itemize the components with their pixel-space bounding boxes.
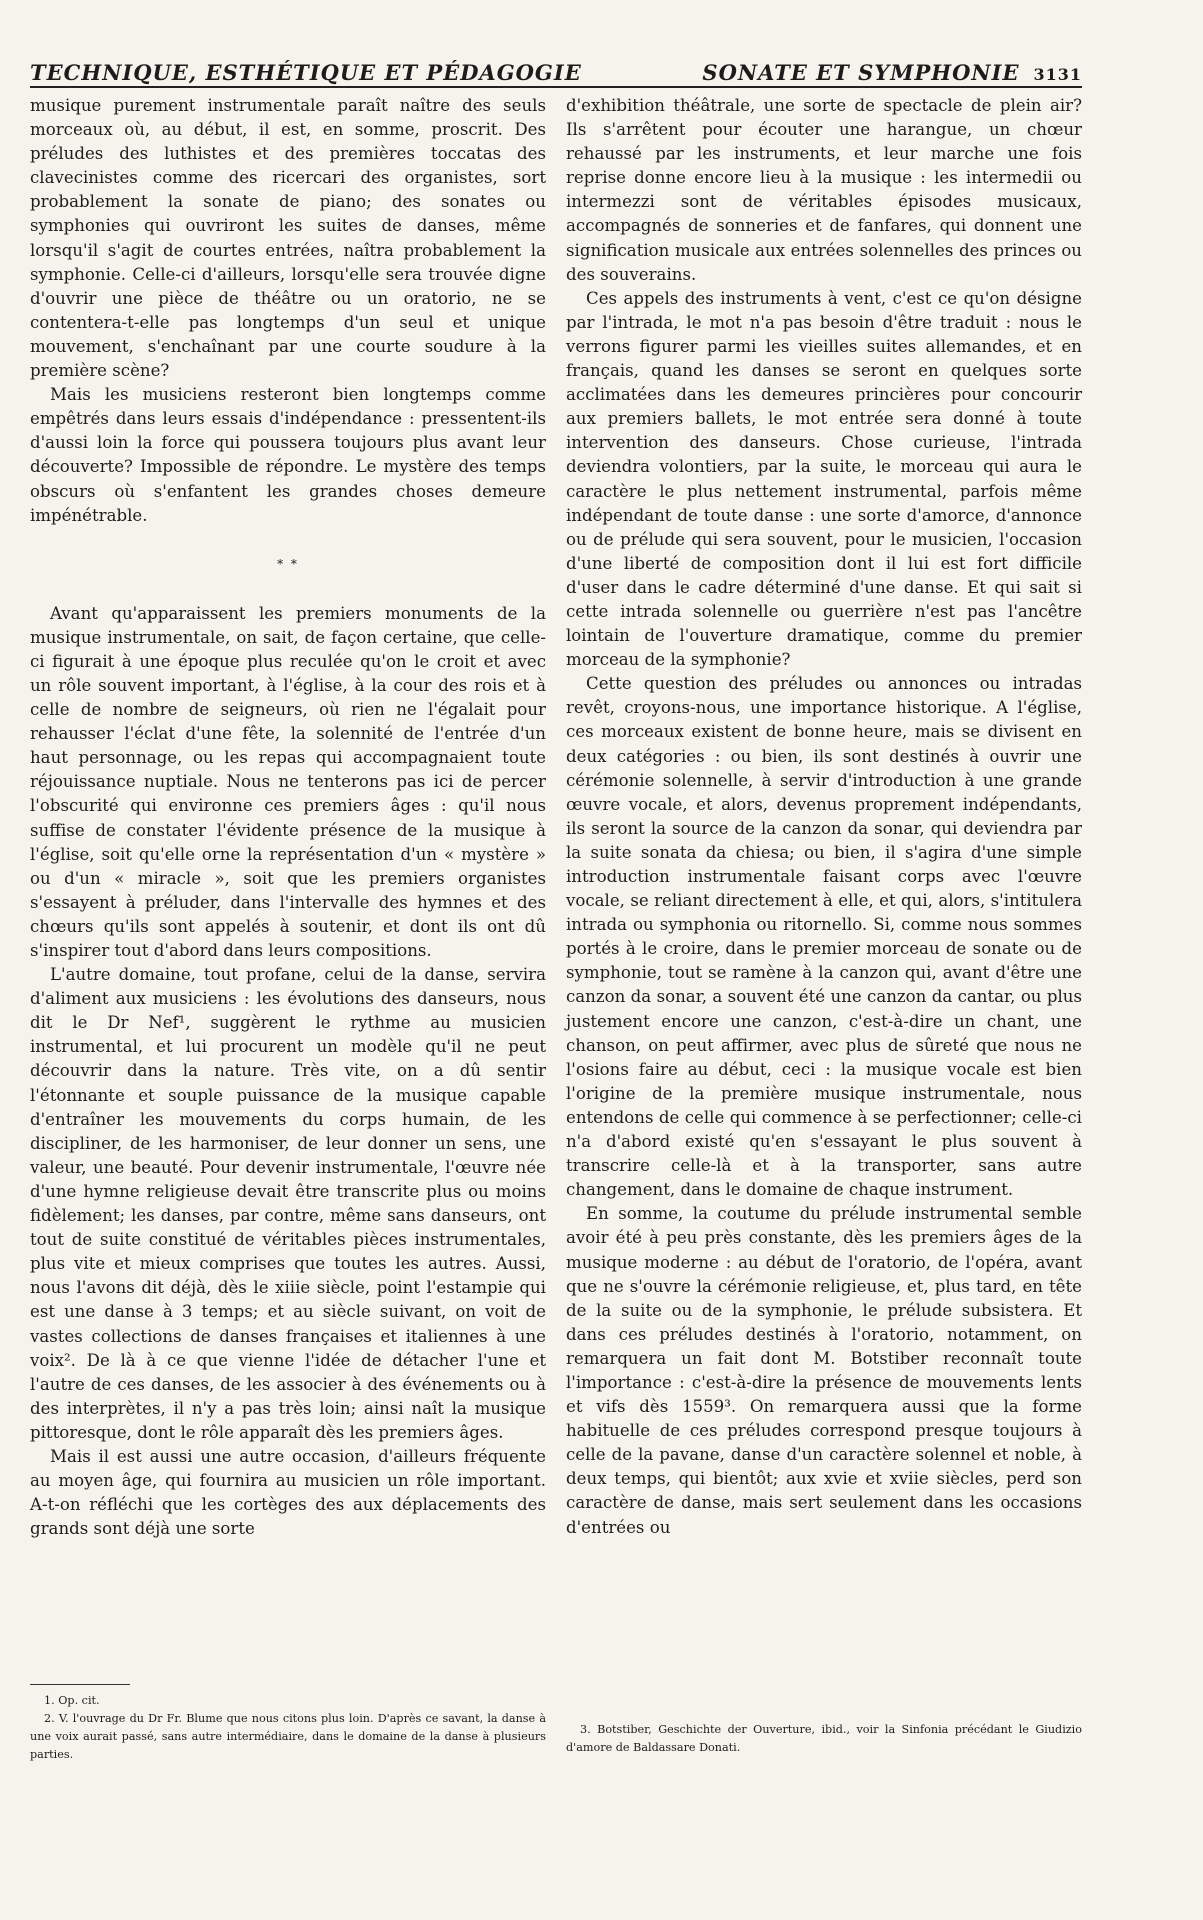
footnote: 3. Botstiber, Geschichte der Ouverture, ibid., voir la Sinfonia précédant le Giudizio d'amore de Baldassare Donati. <box>566 1723 1082 1754</box>
paragraph: d'exhibition théâtrale, une sorte de spectacle de plein air? Ils s'arrêtent pour écouter une harangue, un chœur rehaussé par les instruments, et leur marche une fois reprise donne encore lieu à la musique : les intermedii ou intermezzi sont de véritables épisodes musicaux, accompagnés de sonneries et de fanfares, qui donnent une signification musicale aux entrées solennelles des princes ou des souverains. <box>566 96 1082 284</box>
running-header <box>30 60 1082 86</box>
paragraph: Avant qu'apparaissent les premiers monuments de la musique instrumentale, on sait, de façon certaine, que celle-ci figurait à une époque plus reculée qu'on le croit et avec un rôle souvent important, à l'église, à la cour des rois et à celle de nombre de seigneurs, où rien ne l'égalait pour rehausser l'éclat d'une fête, la solennité de l'entrée d'un haut personnage, ou les repas qui accompagnaient toute réjouissance nuptiale. Nous ne tenterons pas ici de percer l'obscurité qui environne ces premiers âges : qu'il nous suffise de constater l'évidente présence de la musique à l'église, soit qu'elle orne la représentation d'un « mystère » ou d'un « miracle », soit que les premiers organistes s'essayent à préluder, dans l'intervalle des hymnes et des chœurs qu'ils sont appelés à soutenir, et dont ils ont dû s'inspirer tout d'abord dans leurs compositions. <box>30 603 546 960</box>
paragraph: Ces appels des instruments à vent, c'est ce qu'on désigne par l'intrada, le mot n'a pas besoin d'être traduit : nous le verrons figurer parmi les vieilles suites allemandes, et en français, quand les danses se seront en quelques sorte acclimatées dans les demeures princières pour concourir aux premiers ballets, le mot entrée sera donné à toute intervention des danseurs. Chose curieuse, l'intrada deviendra volontiers, par la suite, le morceau qui aura le caractère le plus nettement instrumental, parfois même indépendant de toute danse : une sorte d'amorce, d'annonce ou de prélude qui sera souvent, pour le musicien, l'occasion d'une liberté de composition dont il lui est fort difficile d'user dans le cadre déterminé d'une danse. Et qui sait si cette intrada solennelle ou guerrière n'est pas l'ancêtre lointain de l'ouverture dramatique, comme du premier morceau de la symphonie? <box>566 288 1082 670</box>
right-column <box>566 94 1082 1540</box>
paragraph: L'autre domaine, tout profane, celui de la danse, servira d'aliment aux musiciens : les évolutions des danseurs, nous dit le Dr Nef¹, suggèrent le rythme au musicien instrumental, et lui procurent un modèle qu'il ne peut découvrir dans la nature. Très vite, on a dû sentir l'étonnante et souple puissance de la musique capable d'entraîner les mouvements du corps humain, de les discipliner, de les harmoniser, de leur donner un sens, une valeur, une beauté. Pour devenir instrumentale, l'œuvre née d'une hymne religieuse devait être transcrite plus ou moins fidèlement; les danses, par contre, même sans danseurs, ont tout de suite constitué de véritables pièces instrumentales, plus vite et mieux comprises que toutes les autres. Aussi, nous l'avons dit déjà, dès le xiiie siècle, point l'estampie qui est une danse à 3 temps; et au siècle suivant, on voit de vastes collections de danses françaises et italiennes à une voix². De là à ce que vienne l'idée de détacher l'une et l'autre de ces danses, de les associer à des événements ou à des interprètes, il n'y a pas très loin; ainsi naît la musique pittoresque, dont le rôle apparaît dès les premiers âges. <box>30 965 546 1442</box>
left-column <box>30 94 546 1541</box>
paragraph: Mais les musiciens resteront bien longtemps comme empêtrés dans leurs essais d'indépendance : pressentent-ils d'aussi loin la force qui poussera toujours plus avant leur découverte? Impossible de répondre. Le mystère des temps obscurs où s'enfantent les grandes choses demeure impénétrable. <box>30 385 546 525</box>
header-rule <box>30 86 1082 88</box>
paragraph: Cette question des préludes ou annonces ou intradas revêt, croyons-nous, une importance historique. A l'église, ces morceaux existent de bonne heure, mais se divisent en deux catégories : ou bien, ils sont destinés à ouvrir une cérémonie solennelle, à servir d'introduction à une grande œuvre vocale, et alors, devenus proprement indépendants, ils seront la source de la canzon da sonar, qui deviendra par la suite sonata da chiesa; ou bien, il s'agira d'une simple introduction instrumentale faisant corps avec l'œuvre vocale, se reliant directement à elle, et qui, alors, s'intitulera intrada ou symphonia ou ritornello. Si, comme nous sommes portés à le croire, dans le premier morceau de sonate ou de symphonie, tout se ramène à la canzon qui, avant d'être une canzon da sonar, a souvent été une canzon da cantar, ou plus justement encore une canzon, c'est-à-dire un chant, une chanson, on peut affirmer, avec plus de sûreté que nous ne l'osions faire au début, ceci : la musique vocale est bien l'origine de la première musique instrumentale, nous entendons de celle qui commence à se perfectionner; celle-ci n'a d'abord existé qu'en s'essayant le plus souvent à transcrire celle-là et à la transporter, sans autre changement, dans le domaine de chaque instrument. <box>566 674 1082 1200</box>
paragraph: En somme, la coutume du prélude instrumental semble avoir été à peu près constante, dès les premiers âges de la musique moderne : au début de l'oratorio, de l'opéra, avant que ne s'ouvre la cérémonie religieuse, et, plus tard, en tête de la suite ou de la symphonie, le prélude subsistera. Et dans ces préludes destinés à l'oratorio, notamment, on remarquera un fait dont M. Botstiber reconnaît toute l'importance : c'est-à-dire la présence de mouvements lents et vifs dès 1559³. On remarquera aussi que la forme habituelle de ces préludes correspond presque toujours à celle de la pavane, danse d'un caractère solennel et noble, à deux temps, qui bientôt; aux xvie et xviie siècles, perd son caractère de danse, mais sert seulement dans les occasions d'entrées ou <box>566 1204 1082 1537</box>
paragraph: Mais il est aussi une autre occasion, d'ailleurs fréquente au moyen âge, qui fournira au musicien un rôle important. A-t-on réfléchi que les cortèges des aux déplacements des grands sont déjà une sorte <box>30 1446 546 1539</box>
header-right-title: SONATE ET SYMPHONIE <box>702 60 1020 85</box>
header-left-title: TECHNIQUE, ESTHÉTIQUE ET PÉDAGOGIE <box>30 60 582 85</box>
footnote-rule <box>30 1684 130 1685</box>
page-number: 3131 <box>1033 65 1082 84</box>
header-right <box>702 60 1082 85</box>
section-separator: * * <box>277 556 299 571</box>
footnote: 2. V. l'ouvrage du Dr Fr. Blume que nous citons plus loin. D'après ce savant, la danse à une voix aurait passé, sans autre intermédiaire, dans le domaine de la danse à plusieurs parties. <box>30 1712 546 1761</box>
footnote: 1. Op. cit. <box>44 1694 100 1707</box>
paragraph: musique purement instrumentale paraît naître des seuls morceaux où, au début, il est, en somme, proscrit. Des préludes des luthistes et des premières toccatas des clavecinistes comme des ricercari des organistes, sort probablement la sonate de piano; des sonates ou symphonies qui ouvriront les suites de danses, même lorsqu'il s'agit de courtes entrées, naîtra probablement la symphonie. Celle-ci d'ailleurs, lorsqu'elle sera trouvée digne d'ouvrir une pièce de théâtre ou un oratorio, ne se contentera-t-elle pas longtemps d'un seul et unique mouvement, s'enchaînant par une courte soudure à la première scène? <box>30 96 546 381</box>
footnotes-right <box>566 1721 1082 1757</box>
footnotes-left <box>30 1692 546 1764</box>
